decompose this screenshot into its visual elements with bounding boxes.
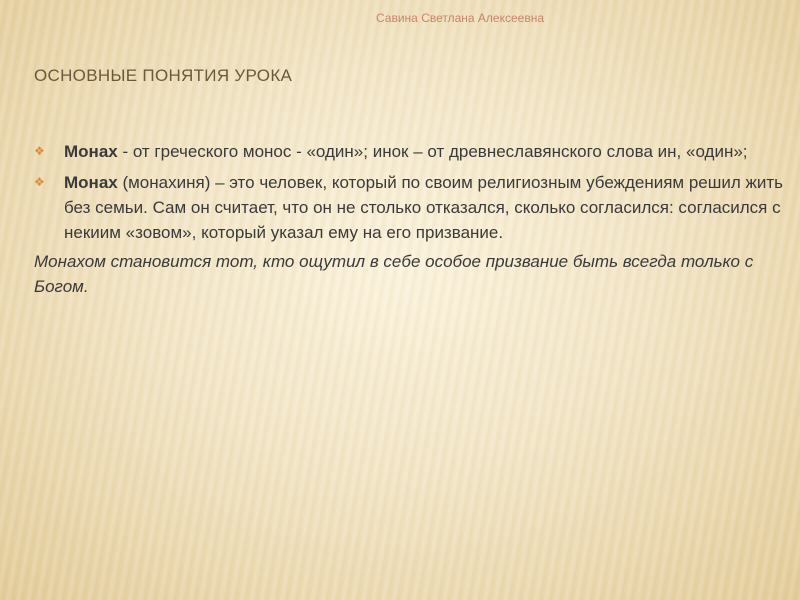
list-item [34, 170, 784, 245]
author-name: Савина Светлана Алексеевна [376, 11, 544, 25]
definition-text: - от греческого монос - «один»; инок – от древнеславянского слова ин, «один»; [117, 142, 748, 161]
slide-title: ОСНОВНЫЕ ПОНЯТИЯ УРОКА [34, 66, 293, 85]
slide-content [34, 139, 784, 299]
diamond-bullet-icon: ❖ [34, 175, 45, 189]
term: Монах [64, 142, 118, 161]
list-item [34, 139, 784, 164]
term: Монах [64, 173, 118, 192]
definition-text: (монахиня) – это человек, который по своим религиозным убеждениям решил жить без семьи. Сам он считает, что он не столько отказался, сколько согласился: согласился с некиим «зовом», который указал ему на его призвание. [64, 173, 784, 242]
diamond-bullet-icon: ❖ [34, 144, 45, 158]
italic-conclusion: Монахом становится тот, кто ощутил в себе особое призвание быть всегда только с Богом. [34, 252, 754, 296]
